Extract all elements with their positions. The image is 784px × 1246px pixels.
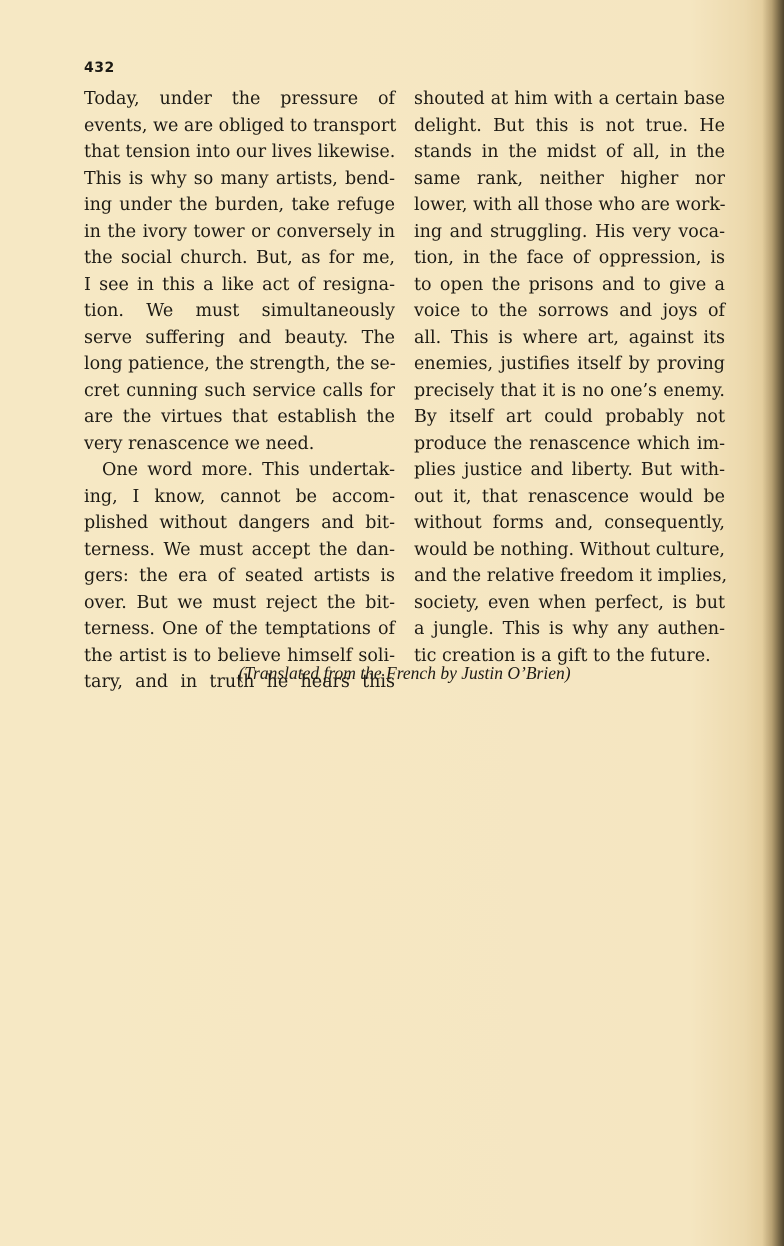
text-line: the artist is to believe himself soli-	[84, 645, 395, 666]
text-line: ing, I know, cannot be accom-	[84, 486, 395, 507]
text-line: the social church. But, as for me,	[84, 248, 395, 268]
text-line: that tension into our lives likewise.	[84, 142, 396, 162]
text-line: tic creation is a gift to the future.	[414, 645, 711, 666]
text-line: are the virtues that establish the	[84, 407, 395, 427]
text-line: One word more. This undertak-	[102, 460, 395, 480]
text-line: shouted at him with a certain base	[414, 89, 725, 109]
text-line: tion, in the face of oppression, is	[414, 248, 725, 268]
text-line: over. But we must reject the bit-	[84, 592, 395, 613]
text-line: events, we are obliged to transport	[84, 115, 397, 136]
text-line: society, even when perfect, is but	[414, 592, 725, 613]
text-line: all. This is where art, against its	[414, 327, 725, 348]
text-line: cret cunning such service calls for	[84, 380, 395, 401]
text-line: Today, under the pressure of	[84, 89, 395, 109]
text-line: terness. One of the temptations of	[84, 619, 395, 639]
text-line: stands in the midst of all, in the	[414, 142, 725, 162]
text-line: would be nothing. Without culture,	[414, 539, 725, 560]
left-column	[84, 86, 395, 696]
text-line: gers: the era of seated artists is	[84, 566, 395, 586]
translation-credit: (Translated from the French by Justin O’Brien)	[238, 663, 571, 683]
text-line: serve suffering and beauty. The	[84, 327, 395, 348]
text-line: This is why so many artists, bend-	[84, 168, 395, 189]
text-line: same rank, neither higher nor	[414, 168, 725, 189]
text-line: ing and struggling. His very voca-	[414, 221, 725, 242]
text-line: precisely that it is no one’s enemy.	[414, 380, 725, 401]
text-line: enemies, justifies itself by proving	[414, 354, 725, 374]
text-line: I see in this a like act of resigna-	[84, 274, 395, 295]
text-line: to open the prisons and to give a	[414, 274, 725, 295]
text-line: delight. But this is not true. He	[414, 115, 725, 136]
text-line: voice to the sorrows and joys of	[414, 301, 725, 321]
text-line: long patience, the strength, the se-	[84, 354, 396, 374]
text-line: plished without dangers and bit-	[84, 513, 395, 533]
right-column	[414, 86, 728, 669]
text-line: without forms and, consequently,	[414, 513, 725, 533]
page-number: 432	[84, 60, 115, 76]
text-line: and the relative freedom it implies,	[414, 566, 728, 586]
text-line: plies justice and liberty. But with-	[414, 460, 725, 480]
text-line: in the ivory tower or conversely in	[84, 221, 395, 242]
text-line: lower, with all those who are work-	[414, 195, 726, 215]
text-line: tion. We must simultaneously	[84, 301, 395, 321]
text-line: terness. We must accept the dan-	[84, 539, 395, 560]
text-line: out it, that renascence would be	[414, 486, 725, 507]
book-spine-shadow	[762, 0, 784, 1246]
text-line: very renascence we need.	[84, 433, 315, 454]
text-line: By itself art could probably not	[414, 407, 725, 427]
text-line: ing under the burden, take refuge	[84, 195, 395, 215]
text-line: produce the renascence which im-	[414, 433, 725, 454]
text-line: tary, and in truth he hears this	[84, 672, 395, 692]
text-line: a jungle. This is why any authen-	[414, 619, 725, 639]
